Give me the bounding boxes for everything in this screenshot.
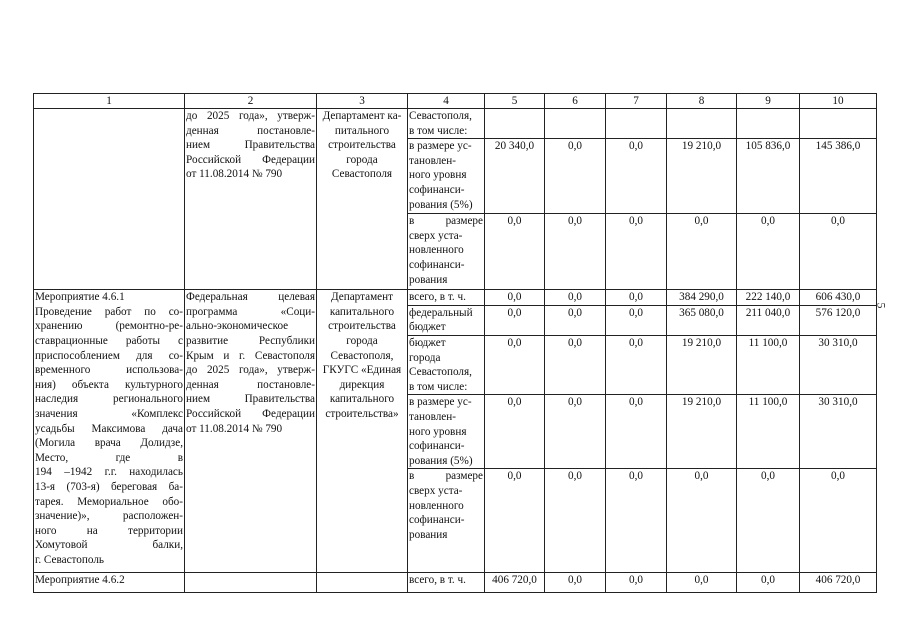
text-line: тановлен-: [409, 154, 456, 167]
value-cell: 406 720,0: [800, 573, 877, 593]
value-cell: [667, 109, 737, 139]
value-cell: 105 836,0: [737, 139, 800, 214]
value-cell: 0,0: [545, 139, 606, 214]
text-line: софинанси-: [409, 514, 465, 527]
text-line: строительства»: [325, 407, 399, 420]
value-cell: 19 210,0: [667, 139, 737, 214]
header-cell: 5: [485, 94, 545, 109]
text-line: ного на территории: [35, 524, 183, 537]
text-line: 13-я (703-я) береговая ба-: [35, 480, 183, 493]
text-line: сверх уста-: [409, 229, 463, 242]
text-line: приспособлением для со-: [35, 349, 183, 362]
text-line: бюджет: [409, 336, 446, 349]
cell-empty: [34, 109, 185, 290]
text-line: Севастополя,: [409, 366, 472, 379]
text-line: ГКУГС «Единая: [322, 364, 402, 377]
source-cell: [408, 335, 485, 394]
value-cell: 0,0: [485, 469, 545, 573]
value-cell: 145 386,0: [800, 139, 877, 214]
source-cell: [408, 305, 485, 335]
text-line: Российской Федерации: [186, 407, 315, 420]
source-cell: [408, 109, 485, 139]
text-line: строительства: [328, 320, 396, 333]
value-cell: 30 310,0: [800, 395, 877, 469]
value-cell: 0,0: [606, 214, 667, 290]
value-cell: 0,0: [606, 469, 667, 573]
value-cell: 606 430,0: [800, 290, 877, 306]
text-line: Место, где в: [35, 451, 183, 464]
text-line: рования: [409, 528, 448, 541]
value-cell: 19 210,0: [667, 395, 737, 469]
text-line: значение)», расположен-: [35, 510, 183, 523]
source-cell: [408, 139, 485, 214]
text-line: нием Правительства: [186, 393, 315, 406]
text-line: г. Севастополь: [35, 553, 105, 566]
header-cell: 2: [185, 94, 317, 109]
text-line: тановлен-: [409, 410, 456, 423]
value-cell: 0,0: [485, 335, 545, 394]
text-line: в том числе:: [409, 380, 468, 393]
text-line: денная постановле-: [186, 124, 315, 137]
value-cell: 0,0: [606, 395, 667, 469]
value-cell: 0,0: [606, 290, 667, 306]
value-cell: [485, 109, 545, 139]
value-cell: [800, 109, 877, 139]
text-line: бюджет: [409, 321, 446, 334]
value-cell: 222 140,0: [737, 290, 800, 306]
value-cell: 30 310,0: [800, 335, 877, 394]
executor-cell: [317, 109, 408, 290]
value-cell: 0,0: [485, 395, 545, 469]
text-line: Крым и г. Севастополя: [186, 349, 315, 362]
text-line: питального: [334, 124, 390, 137]
header-cell: 10: [800, 94, 877, 109]
text-line: усадьбы Максимова дача: [35, 422, 183, 435]
source-cell: [408, 214, 485, 290]
value-cell: [606, 109, 667, 139]
text-line: ально-экономическое: [186, 320, 289, 333]
table-row: [34, 109, 877, 139]
value-cell: 0,0: [737, 573, 800, 593]
value-cell: 0,0: [545, 305, 606, 335]
value-cell: 11 100,0: [737, 335, 800, 394]
executor-cell: [317, 290, 408, 573]
text-line: дирекция: [339, 378, 385, 391]
text-line: всего, в т. ч.: [409, 291, 466, 304]
text-line: Российской Федерации: [186, 153, 315, 166]
text-line: в том числе:: [409, 124, 468, 137]
value-cell: 0,0: [485, 214, 545, 290]
text-line: ного уровня: [409, 425, 467, 438]
measure-cell: Мероприятие 4.6.2: [34, 573, 185, 593]
source-cell: [408, 469, 485, 573]
value-cell: 0,0: [545, 469, 606, 573]
header-row: [34, 94, 877, 109]
text-line: развитие Республики: [186, 334, 315, 347]
value-cell: 0,0: [667, 469, 737, 573]
text-line: капитального: [329, 305, 395, 318]
text-line: Проведение работ по со-: [35, 305, 183, 318]
budget-table: [33, 93, 877, 593]
table-row: [34, 573, 877, 593]
text-line: рования: [409, 273, 448, 286]
value-cell: 20 340,0: [485, 139, 545, 214]
value-cell: 0,0: [667, 214, 737, 290]
header-cell: 7: [606, 94, 667, 109]
value-cell: 0,0: [800, 469, 877, 573]
text-line: от 11.08.2014 № 790: [186, 422, 283, 435]
program-cell: [185, 109, 317, 290]
source-cell: [408, 395, 485, 469]
measure-cell: [34, 290, 185, 573]
value-cell: 0,0: [737, 214, 800, 290]
text-line: города: [409, 351, 441, 364]
text-line: строительства: [328, 139, 396, 152]
header-cell: 4: [408, 94, 485, 109]
value-cell: 0,0: [485, 305, 545, 335]
text-line: ного уровня: [409, 169, 467, 182]
value-cell: 0,0: [606, 305, 667, 335]
value-cell: 0,0: [545, 573, 606, 593]
text-line: Севастополя: [331, 168, 393, 181]
text-line: ния) объекта культурного: [35, 378, 183, 391]
executor-cell: [317, 573, 408, 593]
text-line: сверх уста-: [409, 484, 463, 497]
value-cell: 406 720,0: [485, 573, 545, 593]
value-cell: 384 290,0: [667, 290, 737, 306]
text-line: до 2025 года», утверж-: [186, 364, 315, 377]
text-line: тарея. Мемориальное обо-: [35, 495, 183, 508]
text-line: Севастополя,: [409, 110, 472, 122]
value-cell: 11 100,0: [737, 395, 800, 469]
source-cell: всего, в т. ч.: [408, 573, 485, 593]
value-cell: 0,0: [545, 335, 606, 394]
header-cell: 8: [667, 94, 737, 109]
value-cell: 0,0: [545, 395, 606, 469]
text-line: софинанси-: [409, 440, 465, 453]
text-line: Мероприятие 4.6.1: [35, 291, 125, 304]
text-line: рования (5%): [409, 198, 473, 211]
value-cell: 365 080,0: [667, 305, 737, 335]
program-cell: [185, 573, 317, 593]
text-line: новленного: [409, 244, 464, 257]
text-line: 194 –1942 г.г. находилась: [35, 466, 183, 479]
value-cell: 0,0: [606, 335, 667, 394]
text-line: от 11.08.2014 № 790: [186, 168, 283, 181]
value-cell: 19 210,0: [667, 335, 737, 394]
text-line: денная постановле-: [186, 378, 315, 391]
text-line: города: [346, 334, 378, 347]
value-cell: [545, 109, 606, 139]
text-line: софинанси-: [409, 183, 465, 196]
text-line: софинанси-: [409, 258, 465, 271]
value-cell: [737, 109, 800, 139]
text-line: в размере: [409, 215, 483, 228]
text-line: в размере ус-: [409, 140, 472, 153]
text-line: Хомутовой балки,: [35, 539, 183, 552]
header-cell: 1: [34, 94, 185, 109]
value-cell: 0,0: [545, 290, 606, 306]
text-line: значения «Комплекс: [35, 407, 183, 420]
text-line: города: [346, 153, 378, 166]
text-line: до 2025 года», утверж-: [186, 110, 315, 122]
program-cell: [185, 290, 317, 573]
text-line: федеральный: [409, 306, 473, 319]
header-cell: 9: [737, 94, 800, 109]
text-line: Департамент ка-: [322, 110, 402, 122]
text-line: наследия регионального: [35, 393, 183, 406]
page-margin-mark: 5: [874, 302, 889, 309]
header-cell: 3: [317, 94, 408, 109]
text-line: нием Правительства: [186, 139, 315, 152]
text-line: Федеральная целевая: [186, 291, 315, 304]
value-cell: 0,0: [737, 469, 800, 573]
text-line: в размере: [409, 470, 483, 483]
text-line: капитального: [329, 393, 395, 406]
table-row: [34, 290, 877, 306]
source-cell: [408, 290, 485, 306]
value-cell: 0,0: [800, 214, 877, 290]
text-line: Севастополя,: [330, 349, 394, 362]
value-cell: 576 120,0: [800, 305, 877, 335]
text-line: в размере ус-: [409, 396, 472, 409]
value-cell: 0,0: [667, 573, 737, 593]
value-cell: 0,0: [545, 214, 606, 290]
text-line: хранению (ремонтно-ре-: [35, 320, 183, 333]
text-line: (Могила врача Долидзе,: [35, 437, 183, 450]
header-cell: 6: [545, 94, 606, 109]
text-line: Департамент: [330, 291, 394, 304]
value-cell: 0,0: [606, 573, 667, 593]
value-cell: 0,0: [606, 139, 667, 214]
value-cell: 0,0: [485, 290, 545, 306]
value-cell: 211 040,0: [737, 305, 800, 335]
text-line: новленного: [409, 499, 464, 512]
text-line: ставрационные работы с: [35, 334, 183, 347]
text-line: временного использова-: [35, 364, 183, 377]
text-line: программа «Соци-: [186, 305, 315, 318]
text-line: рования (5%): [409, 454, 473, 467]
